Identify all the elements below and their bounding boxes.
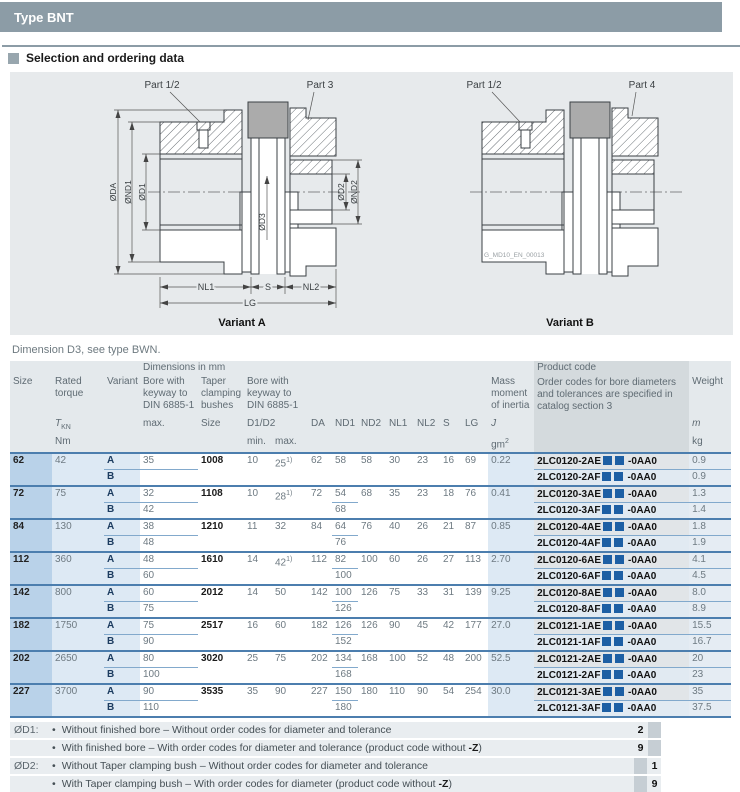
order-code-placeholder-square [615, 489, 624, 498]
cell-da: 227 [308, 684, 332, 717]
cell-variant-a: A [104, 486, 140, 503]
order-code-placeholder-square [602, 670, 611, 679]
cell-bore-max-b: 75 [140, 602, 198, 619]
cell-nl2: 52 [414, 651, 440, 684]
variant-a-caption: Variant A [218, 317, 266, 329]
cell-d1d2-max: 90 [272, 684, 308, 717]
col-weight: Weight [689, 375, 731, 417]
cell-size: 72 [10, 486, 52, 519]
cell-nd1-a: 64 [332, 519, 358, 536]
cell-nl1: 60 [386, 552, 414, 585]
cell-nd1-a: 100 [332, 585, 358, 602]
cell-taper-size: 3535 [198, 684, 244, 717]
cell-d1d2-max: 28$^{1)}$ [272, 486, 308, 519]
cell-nd2: 126 [358, 618, 386, 651]
cell-taper-size: 1108 [198, 486, 244, 519]
cell-da: 142 [308, 585, 332, 618]
page-title: Type BNT [14, 9, 74, 25]
cell-product-code: 2LC0121-3AF -0AA0 [534, 701, 689, 718]
cell-nl1: 40 [386, 519, 414, 552]
table-body [10, 453, 731, 717]
cell-nl2: 23 [414, 453, 440, 486]
drawing-id-watermark: G_MD10_EN_00013 [484, 252, 545, 259]
dimension-note: Dimension D3, see type BWN. [12, 344, 161, 356]
cell-nd1-b: 76 [332, 536, 358, 553]
cell-product-code: 2LC0120-4AF -0AA0 [534, 536, 689, 553]
section-title: Selection and ordering data [26, 51, 185, 65]
cell-nd2: 126 [358, 585, 386, 618]
cell-s: 18 [440, 486, 462, 519]
cell-weight-a: 0.9 [689, 453, 731, 470]
order-code-digit: 9 [651, 778, 658, 791]
cell-lg: 200 [462, 651, 488, 684]
cell-nl1: 110 [386, 684, 414, 717]
col-size: Size [10, 375, 52, 417]
cell-d1d2-max: 32 [272, 519, 308, 552]
cell-taper-size: 2012 [198, 585, 244, 618]
dim-nd2-label: ØND2 [349, 180, 359, 204]
order-code-placeholder-square [614, 670, 623, 679]
cell-nd1-b: 68 [332, 503, 358, 520]
cell-weight-b: 23 [689, 668, 731, 685]
cell-inertia-j: 9.25 [488, 585, 534, 618]
dim-lg-label: LG [243, 298, 257, 308]
cell-weight-a: 35 [689, 684, 731, 701]
cell-s: 31 [440, 585, 462, 618]
part-1-2-label-b: Part 1/2 [466, 80, 502, 91]
cell-size: 112 [10, 552, 52, 585]
cell-d1d2-min: 11 [244, 519, 272, 552]
table-row-variant-a [10, 519, 731, 536]
cell-product-code: 2LC0120-6AE -0AA0 [534, 552, 689, 569]
cell-inertia-j: 52.5 [488, 651, 534, 684]
cell-nd1-b: 126 [332, 602, 358, 619]
cell-rated-torque: 3700 [52, 684, 104, 717]
cell-nl2: 33 [414, 585, 440, 618]
cell-s: 48 [440, 651, 462, 684]
order-code-digit: 1 [651, 760, 658, 773]
cell-taper-size: 1210 [198, 519, 244, 552]
cell-rated-torque: 800 [52, 585, 104, 618]
cell-lg: 139 [462, 585, 488, 618]
order-code-placeholder-square [603, 588, 612, 597]
cell-size: 62 [10, 453, 52, 486]
cell-product-code: 2LC0121-1AF -0AA0 [534, 635, 689, 652]
order-code-placeholder-square [602, 637, 611, 646]
cell-d1d2-min: 35 [244, 684, 272, 717]
footnote-row-d1-a: ØD1: • Without finished bore – Without order codes for diameter and tolerance 2 [10, 722, 661, 738]
order-code-digit: 9 [637, 742, 644, 755]
cell-variant-b: B [104, 668, 140, 685]
order-code-placeholder-square [602, 472, 611, 481]
col-taper-bushes: Taper clamping bushes [198, 375, 244, 417]
order-code-placeholder-square [614, 703, 623, 712]
cell-weight-a: 8.0 [689, 585, 731, 602]
table-header: Dimensions in mm Product code Order codes for bore diameters and tolerances are specified in catalog section 3 Size Rated torque Variant Bore with keyway to DIN 6885-1 Taper clamping bushes Bore with keyway to DIN 6885-1 Mass moment of inertia Weight $T_{KN}$ max. Size D1/D2 DA ND1 ND2 NL1 NL2 S LG J m Nm min. max. $gm^2$ kg [10, 361, 731, 453]
cell-bore-max-a: 32 [140, 486, 198, 503]
cell-nd1-b: 180 [332, 701, 358, 718]
cell-weight-b: 16.7 [689, 635, 731, 652]
cell-weight-b: 4.5 [689, 569, 731, 586]
cell-size: 227 [10, 684, 52, 717]
cell-bore-max-b: 48 [140, 536, 198, 553]
cell-d1d2-min: 14 [244, 585, 272, 618]
cell-variant-a: A [104, 684, 140, 701]
cell-da: 182 [308, 618, 332, 651]
part-1-2-label-a: Part 1/2 [144, 80, 180, 91]
selection-table [10, 361, 731, 718]
order-code-placeholder-square [603, 522, 612, 531]
hub-right-section [290, 108, 336, 156]
cell-bore-max-b: 42 [140, 503, 198, 520]
cell-bore-max-b: 110 [140, 701, 198, 718]
variant-b-figure [372, 72, 733, 335]
order-code-placeholder-square [603, 687, 612, 696]
order-code-placeholder-square [614, 472, 623, 481]
cell-lg: 69 [462, 453, 488, 486]
cell-inertia-j: 0.85 [488, 519, 534, 552]
order-code-placeholder-square [614, 571, 623, 580]
dim-nd1-label: ØND1 [123, 180, 133, 204]
cell-nd2: 58 [358, 453, 386, 486]
cell-size: 142 [10, 585, 52, 618]
cell-d1d2-max: 25$^{1)}$ [272, 453, 308, 486]
cell-nl1: 75 [386, 585, 414, 618]
bullet-icon: • [52, 760, 56, 773]
elastomer-element [248, 102, 288, 138]
dim-d3-label: ØD3 [257, 213, 267, 231]
cell-nl1: 30 [386, 453, 414, 486]
cell-product-code: 2LC0121-3AE -0AA0 [534, 684, 689, 701]
cell-s: 54 [440, 684, 462, 717]
order-code-placeholder [648, 722, 661, 738]
cell-size: 202 [10, 651, 52, 684]
cell-product-code: 2LC0120-4AE -0AA0 [534, 519, 689, 536]
cell-da: 202 [308, 651, 332, 684]
order-code-placeholder-square [615, 621, 624, 630]
cell-product-code: 2LC0120-2AF -0AA0 [534, 470, 689, 487]
cell-product-code: 2LC0121-2AE -0AA0 [534, 651, 689, 668]
cell-weight-b: 1.9 [689, 536, 731, 553]
cell-bore-max-a: 90 [140, 684, 198, 701]
order-code-placeholder-square [614, 505, 623, 514]
cell-lg: 87 [462, 519, 488, 552]
dim-s-label: S [264, 282, 272, 292]
title-bar [0, 2, 722, 32]
cell-inertia-j: 27.0 [488, 618, 534, 651]
order-code-placeholder-square [603, 555, 612, 564]
cell-bore-max-a: 75 [140, 618, 198, 635]
cell-taper-size: 2517 [198, 618, 244, 651]
cell-weight-b: 1.4 [689, 503, 731, 520]
cell-nd2: 168 [358, 651, 386, 684]
cell-d1d2-min: 10 [244, 453, 272, 486]
cell-inertia-j: 0.41 [488, 486, 534, 519]
cell-d1d2-min: 10 [244, 486, 272, 519]
col-rated-torque: Rated torque [52, 375, 104, 417]
cell-bore-max-a: 80 [140, 651, 198, 668]
cell-nd1-a: 126 [332, 618, 358, 635]
table-row-variant-a [10, 585, 731, 602]
cell-inertia-j: 2.70 [488, 552, 534, 585]
cell-product-code: 2LC0121-2AF -0AA0 [534, 668, 689, 685]
cell-nl1: 100 [386, 651, 414, 684]
cell-weight-a: 1.8 [689, 519, 731, 536]
cell-nd1-b [332, 470, 358, 487]
cell-rated-torque: 130 [52, 519, 104, 552]
cell-size: 182 [10, 618, 52, 651]
hub-right-section [612, 108, 658, 156]
dim-nl1-label: NL1 [197, 282, 215, 292]
cell-nd1-a: 58 [335, 455, 347, 467]
col-tkn: $T_{KN}$ [52, 417, 104, 435]
cell-s: 42 [440, 618, 462, 651]
table-row-variant-a [10, 552, 731, 569]
order-code-placeholder [634, 776, 647, 792]
dim-d2-label: ØD2 [336, 183, 346, 201]
variant-a-figure [10, 72, 372, 335]
cell-bore-max-a: 35 [140, 453, 198, 470]
order-code-placeholder-square [615, 687, 624, 696]
cell-lg: 113 [462, 552, 488, 585]
cell-da: 112 [308, 552, 332, 585]
cell-nd1-b: 168 [332, 668, 358, 685]
cell-weight-a: 15.5 [689, 618, 731, 635]
cell-variant-a: A [104, 618, 140, 635]
cell-d1d2-min: 16 [244, 618, 272, 651]
footnotes [10, 722, 661, 792]
cell-nl1: 90 [386, 618, 414, 651]
cell-variant-b: B [104, 602, 140, 619]
order-code-placeholder-square [603, 489, 612, 498]
order-code-placeholder [634, 758, 647, 774]
table-row-variant-a [10, 453, 731, 470]
cell-product-code: 2LC0120-3AF -0AA0 [534, 503, 689, 520]
cell-product-code: 2LC0120-2AE -0AA0 [534, 453, 689, 470]
order-code-placeholder-square [603, 456, 612, 465]
cell-d1d2-max: 42$^{1)}$ [272, 552, 308, 585]
cell-nd1-a: 150 [332, 684, 358, 701]
order-code-placeholder-square [602, 703, 611, 712]
cell-inertia-j: 0.22 [488, 453, 534, 486]
cell-da: 84 [308, 519, 332, 552]
variant-b-caption: Variant B [546, 317, 594, 329]
cell-d1d2-max: 60 [272, 618, 308, 651]
dim-d1-label: ØD1 [137, 183, 147, 201]
order-code-placeholder-square [614, 538, 623, 547]
order-code-placeholder [648, 740, 661, 756]
cell-weight-a: 1.3 [689, 486, 731, 503]
cell-product-code: 2LC0120-8AF -0AA0 [534, 602, 689, 619]
set-screw [519, 122, 532, 130]
part-3-label: Part 3 [306, 80, 334, 91]
cell-taper-size: 1008 [198, 453, 244, 486]
col-variant: Variant [104, 375, 140, 417]
elastomer-element [570, 102, 610, 138]
cell-bore-max-b: 60 [140, 569, 198, 586]
cell-variant-b: B [104, 701, 140, 718]
order-code-placeholder-square [602, 538, 611, 547]
cell-d1d2-max: 50 [272, 585, 308, 618]
order-code-placeholder-square [602, 604, 611, 613]
cell-variant-b: B [104, 470, 140, 487]
cell-product-code: 2LC0120-3AE -0AA0 [534, 486, 689, 503]
cell-nd1-a: 54 [332, 486, 358, 503]
footnote-row-d2-a: ØD2: • Without Taper clamping bush – Without order codes for diameter and tolerance 1 [10, 758, 661, 774]
order-code-placeholder-square [602, 505, 611, 514]
cell-weight-a: 20 [689, 651, 731, 668]
cell-nd2: 180 [358, 684, 386, 717]
table-row-variant-a [10, 651, 731, 668]
col-bore-keyway-2: Bore with keyway to DIN 6885-1 [244, 375, 308, 417]
cell-nd1-a: 82 [332, 552, 358, 569]
cell-bore-max-b [140, 470, 198, 487]
cell-rated-torque: 42 [52, 453, 104, 486]
cell-s: 21 [440, 519, 462, 552]
cell-variant-a: A [104, 552, 140, 569]
order-code-placeholder-square [615, 456, 624, 465]
cell-rated-torque: 1750 [52, 618, 104, 651]
cell-nl2: 45 [414, 618, 440, 651]
cell-bore-max-a: 60 [140, 585, 198, 602]
cell-bore-max-b: 100 [140, 668, 198, 685]
cell-da: 72 [308, 486, 332, 519]
dim-nl2-label: NL2 [302, 282, 320, 292]
cell-taper-size: 1610 [198, 552, 244, 585]
cell-s: 27 [440, 552, 462, 585]
order-code-placeholder-square [615, 522, 624, 531]
cell-nd2: 100 [358, 552, 386, 585]
cell-weight-b: 0.9 [689, 470, 731, 487]
cell-nd1-a: 134 [332, 651, 358, 668]
cell-variant-b: B [104, 569, 140, 586]
order-code-placeholder-square [603, 654, 612, 663]
cell-nl2: 26 [414, 519, 440, 552]
cell-inertia-j: 30.0 [488, 684, 534, 717]
section-bullet-icon [8, 53, 19, 64]
cell-nd2: 76 [358, 519, 386, 552]
footnote-row-d1-b: • With finished bore – With order codes for diameter and tolerance (product code without -Z) 9 [10, 740, 661, 756]
order-code-placeholder-square [615, 588, 624, 597]
table-row-variant-a [10, 684, 731, 701]
dim-da-label: ØDA [108, 182, 118, 202]
cell-weight-a: 4.1 [689, 552, 731, 569]
cell-product-code: 2LC0121-1AE -0AA0 [534, 618, 689, 635]
cell-product-code: 2LC0120-8AE -0AA0 [534, 585, 689, 602]
bullet-icon: • [52, 724, 56, 737]
cell-variant-a: A [104, 453, 140, 470]
order-code-placeholder-square [602, 571, 611, 580]
order-code-placeholder-square [614, 637, 623, 646]
cell-weight-b: 37.5 [689, 701, 731, 718]
cell-variant-b: B [104, 536, 140, 553]
cell-product-code: 2LC0120-6AF -0AA0 [534, 569, 689, 586]
col-bore-keyway-1: Bore with keyway to DIN 6885-1 [140, 375, 198, 417]
cell-nl2: 90 [414, 684, 440, 717]
cell-bore-max-b: 90 [140, 635, 198, 652]
bullet-icon: • [52, 778, 56, 791]
part-4-label: Part 4 [628, 80, 656, 91]
cell-size: 84 [10, 519, 52, 552]
cell-d1d2-max: 75 [272, 651, 308, 684]
cell-rated-torque: 75 [52, 486, 104, 519]
cell-weight-b: 8.9 [689, 602, 731, 619]
order-code-placeholder-square [614, 604, 623, 613]
drawing-panel [10, 72, 733, 335]
cell-s: 16 [440, 453, 462, 486]
col-dims-in-mm: Dimensions in mm [140, 361, 488, 375]
cell-rated-torque: 2650 [52, 651, 104, 684]
cell-bore-max-a: 38 [140, 519, 198, 536]
cell-lg: 177 [462, 618, 488, 651]
order-code-digit: 2 [637, 724, 644, 737]
cell-nd1-b: 152 [332, 635, 358, 652]
cell-nl1: 35 [386, 486, 414, 519]
cell-taper-size: 3020 [198, 651, 244, 684]
cell-variant-b: B [104, 635, 140, 652]
cell-d1d2-min: 14 [244, 552, 272, 585]
cell-da: 62 [308, 453, 332, 486]
cell-lg: 76 [462, 486, 488, 519]
order-code-placeholder-square [603, 621, 612, 630]
cell-nl2: 26 [414, 552, 440, 585]
cell-nl2: 23 [414, 486, 440, 519]
table-row-variant-a [10, 486, 731, 503]
section-heading [8, 51, 740, 65]
order-code-placeholder-square [615, 555, 624, 564]
footnote-row-d2-b: • With Taper clamping bush – With order codes for diameter (product code without -Z) 9 [10, 776, 661, 792]
cell-nd1-b: 100 [332, 569, 358, 586]
cell-lg: 254 [462, 684, 488, 717]
cell-rated-torque: 360 [52, 552, 104, 585]
cell-variant-a: A [104, 651, 140, 668]
table-row-variant-a [10, 618, 731, 635]
cell-variant-a: A [104, 519, 140, 536]
col-product-code: Product code Order codes for bore diameters and tolerances are specified in catalog section 3 [534, 361, 689, 453]
cell-bore-max-a: 48 [140, 552, 198, 569]
cell-variant-b: B [104, 503, 140, 520]
cell-variant-a: A [104, 585, 140, 602]
order-code-placeholder-square [615, 654, 624, 663]
cell-nd2: 68 [358, 486, 386, 519]
col-mass-moment: Mass moment of inertia [488, 375, 534, 417]
cell-d1d2-min: 25 [244, 651, 272, 684]
bullet-icon: • [52, 742, 56, 755]
set-screw [197, 122, 210, 130]
divider-rule [2, 45, 740, 47]
